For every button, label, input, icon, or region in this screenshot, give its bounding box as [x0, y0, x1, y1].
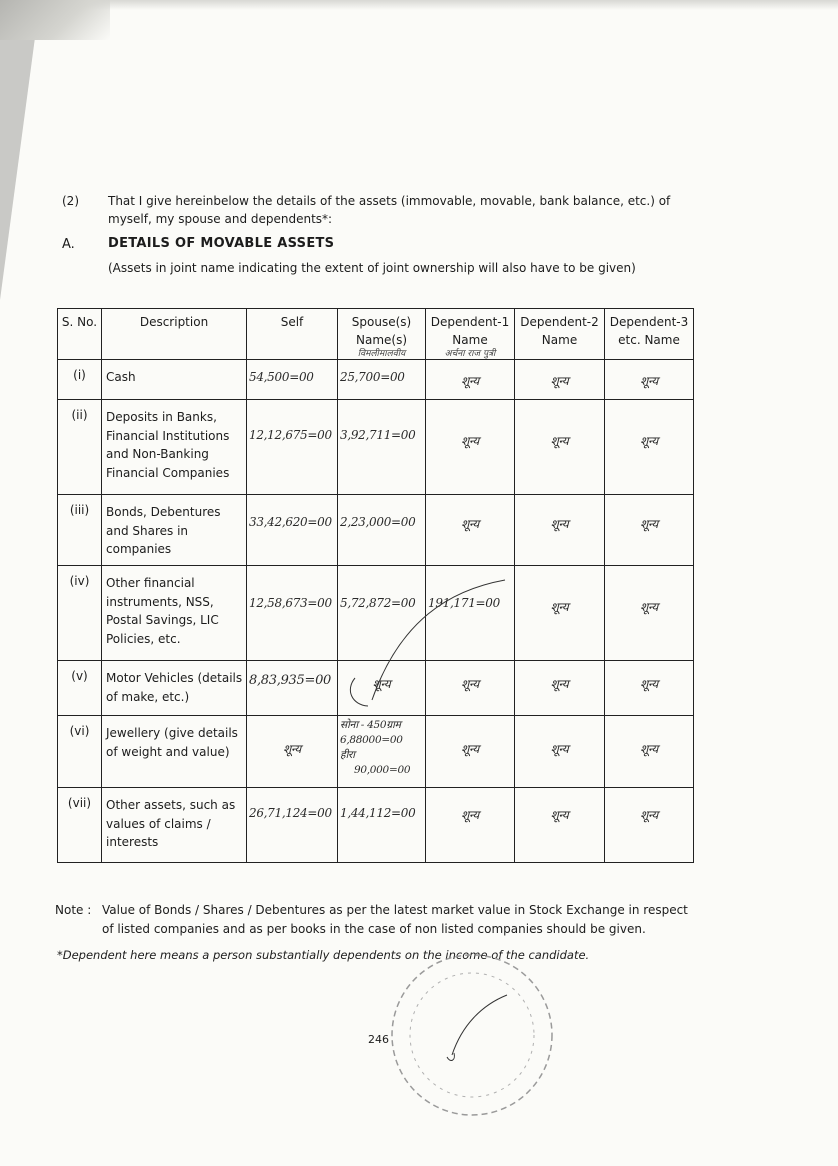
- section-letter: A.: [62, 237, 75, 252]
- row-description: Bonds, Debentures and Shares in companies: [102, 495, 247, 566]
- row-self-value: 33,42,620=00: [247, 495, 338, 566]
- scan-corner-fold: [0, 0, 110, 40]
- table-row: [58, 400, 694, 495]
- header-spouse-label: Spouse(s) Name(s): [351, 315, 412, 347]
- row-spouse-value: 1,44,112=00: [338, 788, 426, 863]
- row-dep2-value: शून्य: [515, 788, 605, 863]
- row-spouse-value: शून्य: [338, 661, 426, 716]
- row-self-value: शून्य: [247, 716, 338, 788]
- row-spouse-value: 3,92,711=00: [338, 400, 426, 495]
- header-spouse: [338, 309, 426, 360]
- row-dep3-value: शून्य: [605, 400, 694, 495]
- header-dep1-label: Dependent-1 Name: [430, 315, 510, 347]
- row-dep3-value: शून्य: [605, 360, 694, 400]
- page-number: 246: [368, 1033, 389, 1046]
- row-description: Cash: [102, 360, 247, 400]
- dep1-note-line: [426, 349, 514, 359]
- row-sno: (iv): [58, 566, 102, 661]
- table-header-row: [58, 309, 694, 360]
- movable-assets-table: [57, 308, 694, 863]
- row-dep1-value: शून्य: [426, 788, 515, 863]
- section-subtitle: (Assets in joint name indicating the extent of joint ownership will also have to be given): [108, 261, 636, 275]
- row-sno: (v): [58, 661, 102, 716]
- header-dependent-2: Dependent-2 Name: [515, 309, 605, 360]
- row-dep3-value: शून्य: [605, 495, 694, 566]
- row-dep3-value: शून्य: [605, 661, 694, 716]
- row-dep3-value: शून्य: [605, 566, 694, 661]
- row-self-value: 12,12,675=00: [247, 400, 338, 495]
- row-self-value: 12,58,673=00: [247, 566, 338, 661]
- official-seal-stamp: [382, 945, 562, 1125]
- row-sno: (ii): [58, 400, 102, 495]
- row-description: Motor Vehicles (details of make, etc.): [102, 661, 247, 716]
- row-description: Other financial instruments, NSS, Postal Savings, LIC Policies, etc.: [102, 566, 247, 661]
- dep1-name-handwritten: अर्चना राज: [444, 349, 481, 359]
- table-row: [58, 661, 694, 716]
- row-description: Other assets, such as values of claims / interests: [102, 788, 247, 863]
- intro-number: (2): [62, 194, 79, 208]
- header-dependent-3: Dependent-3 etc. Name: [605, 309, 694, 360]
- row-dep2-value: शून्य: [515, 495, 605, 566]
- jewellery-gold-value: 6,88000=00: [340, 734, 403, 746]
- row-dep1-value: शून्य: [426, 360, 515, 400]
- row-description: Deposits in Banks, Financial Institutions and Non-Banking Financial Companies: [102, 400, 247, 495]
- row-dep2-value: शून्य: [515, 566, 605, 661]
- spouse-name-handwritten: विमलीमालवीय: [357, 349, 406, 359]
- row-sno: (iii): [58, 495, 102, 566]
- table-row: [58, 566, 694, 661]
- header-sno: S. No.: [58, 309, 102, 360]
- footnote: *Dependent here means a person substantially dependents on the income of the candidate.: [57, 948, 590, 962]
- table-row: [58, 360, 694, 400]
- row-dep1-value: शून्य: [426, 661, 515, 716]
- row-dep3-value: शून्य: [605, 716, 694, 788]
- row-dep2-value: शून्य: [515, 716, 605, 788]
- row-description: Jewellery (give details of weight and value): [102, 716, 247, 788]
- section-title: DETAILS OF MOVABLE ASSETS: [108, 236, 335, 251]
- intro-text: That I give hereinbelow the details of the assets (immovable, movable, bank balance, etc.) of myself, my spouse and dependents*:: [108, 194, 671, 226]
- row-self-value: 8,83,935=00: [247, 661, 338, 716]
- scan-shadow-left: [0, 0, 40, 300]
- row-dep1-value: शून्य: [426, 400, 515, 495]
- row-sno: (i): [58, 360, 102, 400]
- jewellery-gold-label: सोना - 450ग्राम: [340, 719, 401, 731]
- row-dep2-value: शून्य: [515, 360, 605, 400]
- row-sno: (vi): [58, 716, 102, 788]
- row-spouse-value: 2,23,000=00: [338, 495, 426, 566]
- row-self-value: 54,500=00: [247, 360, 338, 400]
- table-row: [58, 716, 694, 788]
- note-label: Note :: [55, 903, 92, 917]
- dep1-relation-handwritten: पुत्री: [482, 349, 496, 359]
- row-dep1-value: शून्य: [426, 716, 515, 788]
- header-self: Self: [247, 309, 338, 360]
- row-dep1-value: शून्य: [426, 495, 515, 566]
- jewellery-diamond-label: हीरा: [340, 749, 355, 761]
- row-dep2-value: शून्य: [515, 400, 605, 495]
- note-text: Value of Bonds / Shares / Debentures as per the latest market value in Stock Exchange in respect of listed companies and as per books in the case of non listed companies should be given.: [102, 903, 688, 936]
- row-dep2-value: शून्य: [515, 661, 605, 716]
- table-row: [58, 788, 694, 863]
- row-sno: (vii): [58, 788, 102, 863]
- header-description: Description: [102, 309, 247, 360]
- table-row: [58, 495, 694, 566]
- scan-shadow-top: [40, 0, 838, 10]
- row-spouse-value: 5,72,872=00: [338, 566, 426, 661]
- row-spouse-value: [338, 716, 426, 788]
- jewellery-diamond-value: 90,000=00: [354, 764, 411, 776]
- row-self-value: 26,71,124=00: [247, 788, 338, 863]
- row-dep1-value: 191,171=00: [426, 566, 515, 661]
- header-dependent-1: [426, 309, 515, 360]
- row-spouse-value: 25,700=00: [338, 360, 426, 400]
- row-dep3-value: शून्य: [605, 788, 694, 863]
